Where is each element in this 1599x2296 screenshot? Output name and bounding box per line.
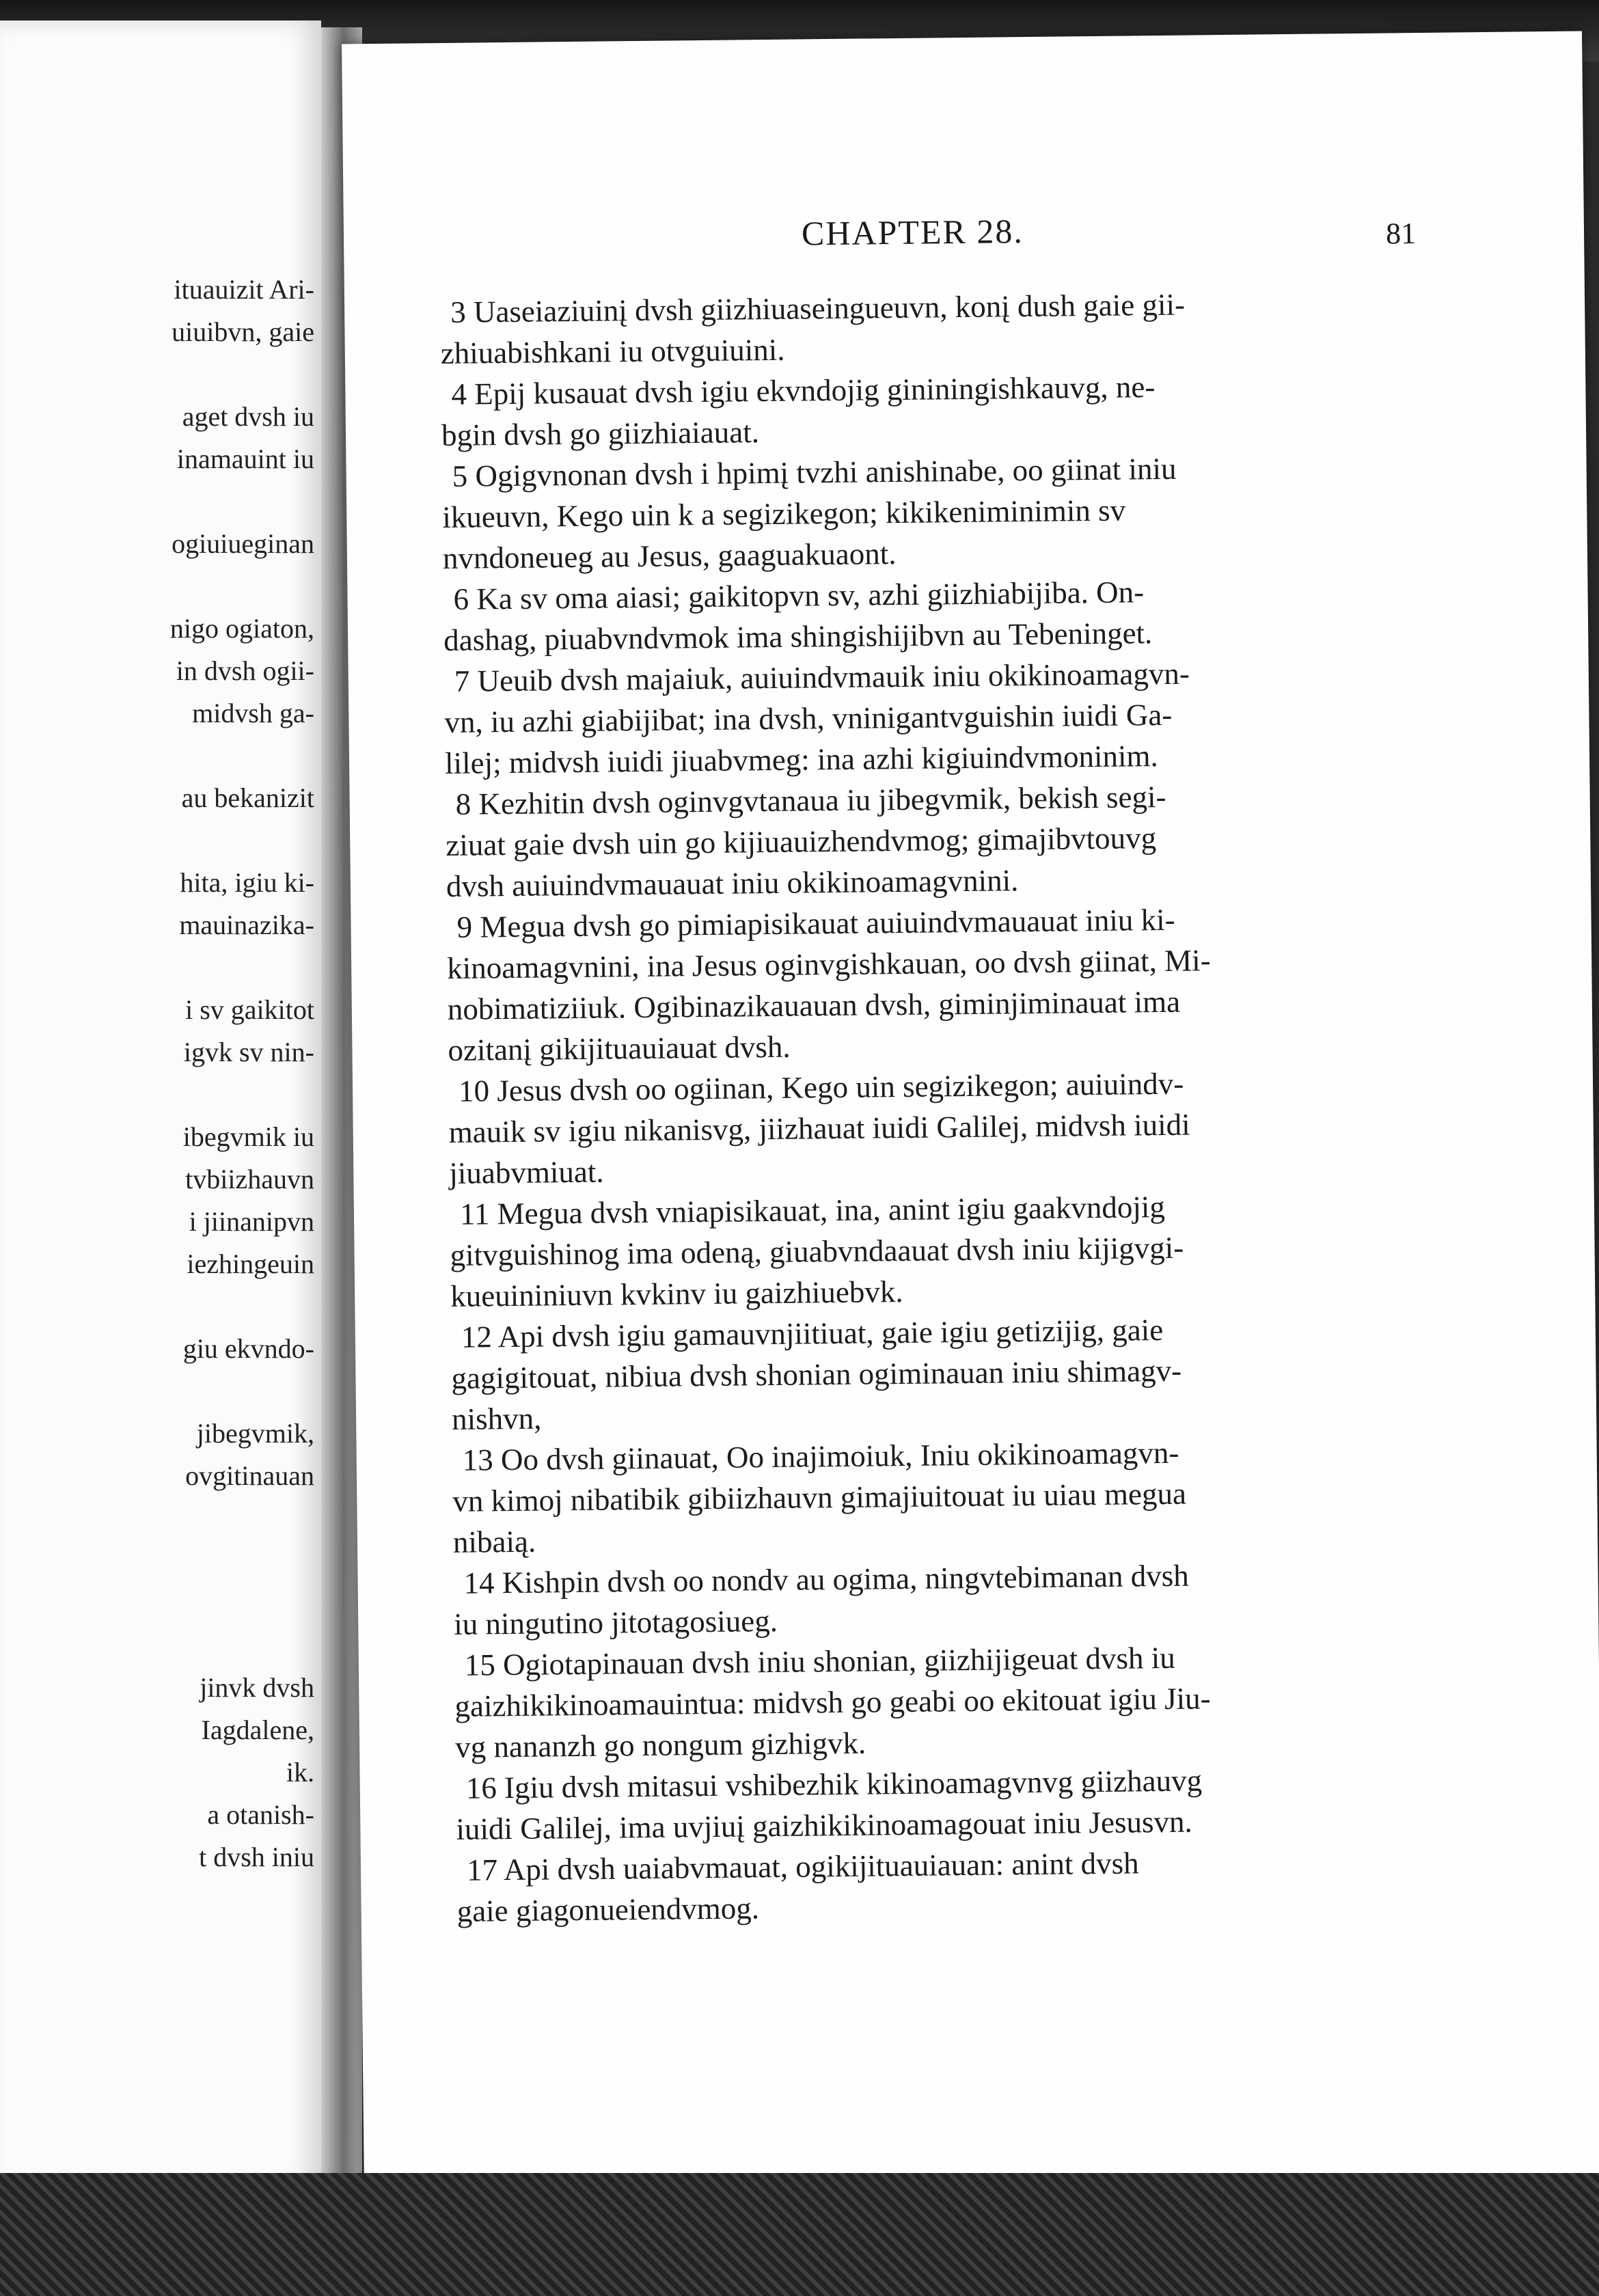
text-line: 4 Epij kusauat dvsh igiu ekvndojig gininingishkauvg, ne- [451, 370, 1156, 411]
left-page-line: uiuibvn, gaie [172, 316, 314, 347]
text-line: dashag, piuabvndvmok ima shingishijibvn au Tebeninget. [443, 616, 1153, 657]
text-line: 14 Kishpin dvsh oo nondv au ogima, ningvtebimanan dvsh [463, 1558, 1190, 1600]
text-line: vn kimoj nibatibik gibiizhauvn gimajiuitouat iu uiau megua [452, 1476, 1187, 1518]
text-line: nobimatiziiuk. Ogibinazikauauan dvsh, giminjiminauat ima [447, 984, 1181, 1026]
text-line: vn, iu azhi giabijibat; ina dvsh, vninigantvguishin iuidi Ga- [444, 697, 1173, 739]
left-page-line: aget dvsh iu [182, 401, 314, 432]
text-line: 13 Oo dvsh giinauat, Oo inajimoiuk, Iniu okikinoamagvn- [462, 1435, 1179, 1477]
text-line: gagigitouat, nibiua dvsh shonian ogiminauan iniu shimagv- [451, 1353, 1182, 1395]
text-line: 6 Ka sv oma aiasi; gaikitopvn sv, azhi giizhiabijiba. On- [453, 575, 1145, 616]
left-page-line: a otanish- [207, 1799, 314, 1830]
left-page-line: i jiinanipvn [189, 1206, 314, 1237]
text-line: gitvguishinog ima odeną, giuabvndaauat dvsh iniu kijigvgi- [450, 1230, 1184, 1272]
text-line: mauik sv igiu nikanisvg, jiizhauat iuidi Galilej, midvsh iuidi [448, 1107, 1190, 1149]
left-page-line: tvbiizhauvn [185, 1164, 314, 1194]
text-line: 12 Api dvsh igiu gamauvnjiitiuat, gaie igiu getizijig, gaie [461, 1313, 1164, 1354]
text-line: vg nananzh go nongum gizhigvk. [454, 1725, 866, 1764]
left-page-line: mauinazika- [179, 910, 314, 940]
text-line: nvndoneueg au Jesus, gaaguakuaont. [442, 536, 897, 575]
scan-background-bottom [0, 2173, 1599, 2296]
right-page [342, 31, 1599, 2210]
left-page-line: ogiuiueginan [172, 528, 314, 559]
left-page-line: t dvsh iniu [199, 1842, 314, 1872]
text-line: nishvn, [451, 1401, 542, 1436]
page-number: 81 [1385, 217, 1417, 251]
text-line: iuidi Galilej, ima uvjiuį gaizhikikinoamagouat iniu Jesusvn. [456, 1804, 1192, 1846]
text-line: lilej; midvsh iuidi jiuabvmeg: ina azhi kigiuindvmoninim. [444, 739, 1158, 780]
text-line: 9 Megua dvsh go pimiapisikauat auiuindvmauauat iniu ki- [456, 902, 1175, 944]
text-line: iu ningutino jitotagosiueg. [454, 1603, 778, 1641]
text-line: 3 Uaseiaziuinį dvsh giizhiuaseingueuvn, konį dush gaie gii- [450, 287, 1186, 329]
text-line: ikueuvn, Kego uin k a segizikegon; kikikeniminimin sv [442, 493, 1126, 534]
text-line: zhiuabishkani iu otvguiuini. [440, 332, 785, 371]
text-line: 10 Jesus dvsh oo ogiinan, Kego uin segizikegon; auiuindv- [458, 1066, 1184, 1108]
left-page-line: i sv gaikitot [185, 994, 314, 1025]
text-line: nibaią. [452, 1524, 536, 1559]
left-page-line: iezhingeuin [187, 1248, 314, 1279]
left-page-line: Iagdalene, [201, 1714, 314, 1745]
text-line: ozitanį gikijituauiauat dvsh. [448, 1029, 791, 1067]
left-page-line: giu ekvndo- [182, 1333, 314, 1364]
left-page-line: nigo ogiaton, [169, 613, 314, 644]
text-line: 7 Ueuib dvsh majaiuk, auiuindvmauik iniu okikinoamagvn- [454, 656, 1190, 698]
left-page-line: midvsh ga- [192, 698, 314, 728]
left-page-line: ituauizit Ari- [174, 274, 314, 305]
left-page-line: jibegvmik, [196, 1418, 314, 1449]
left-page-line: ik. [286, 1757, 314, 1788]
left-page [0, 20, 321, 2190]
left-page-line: au bekanizit [181, 782, 314, 813]
text-line: 15 Ogiotapinauan dvsh iniu shonian, giizhijigeuat dvsh iu [464, 1640, 1175, 1682]
left-page-line: hita, igiu ki- [180, 867, 314, 898]
left-page-line: ovgitinauan [185, 1460, 314, 1491]
text-line: 8 Kezhitin dvsh oginvgvtanaua iu jibegvmik, bekish segi- [455, 779, 1166, 821]
text-line: jiuabvmiuat. [449, 1154, 604, 1190]
text-line: ziuat gaie dvsh uin go kijiuauizhendvmog; gimajibvtouvg [446, 821, 1157, 862]
text-line: kueuininiuvn kvkinv iu gaizhiuebvk. [450, 1274, 903, 1313]
left-page-line: jinvk dvsh [200, 1672, 314, 1703]
text-line: dvsh auiuindvmauauat iniu okikinoamagvnini. [446, 863, 1019, 903]
text-line: 11 Megua dvsh vniapisikauat, ina, anint igiu gaakvndojig [459, 1189, 1166, 1231]
text-line: kinoamagvnini, ina Jesus oginvgishkauan, oo dvsh giinat, Mi- [446, 943, 1211, 985]
text-line: 5 Ogigvnonan dvsh i hpimį tvzhi anishinabe, oo giinat iniu [452, 451, 1177, 493]
text-line: 16 Igiu dvsh mitasui vshibezhik kikinoamagvnvg giizhauvg [465, 1763, 1203, 1805]
text-line: gaie giagonueiendvmog. [456, 1891, 760, 1928]
left-page-line: igvk sv nin- [183, 1037, 314, 1067]
text-line: 17 Api dvsh uaiabvmauat, ogikijituauiauan: anint dvsh [466, 1846, 1139, 1887]
text-line: gaizhikikinoamauintua: midvsh go geabi oo ekitouat igiu Jiu- [454, 1681, 1211, 1723]
text-line: bgin dvsh go giizhiaiauat. [441, 415, 760, 453]
left-page-line: in dvsh ogii- [176, 655, 314, 686]
left-page-line: ibegvmik iu [182, 1121, 314, 1152]
running-head: CHAPTER 28. [801, 212, 1024, 253]
left-page-line: inamauint iu [176, 443, 314, 474]
